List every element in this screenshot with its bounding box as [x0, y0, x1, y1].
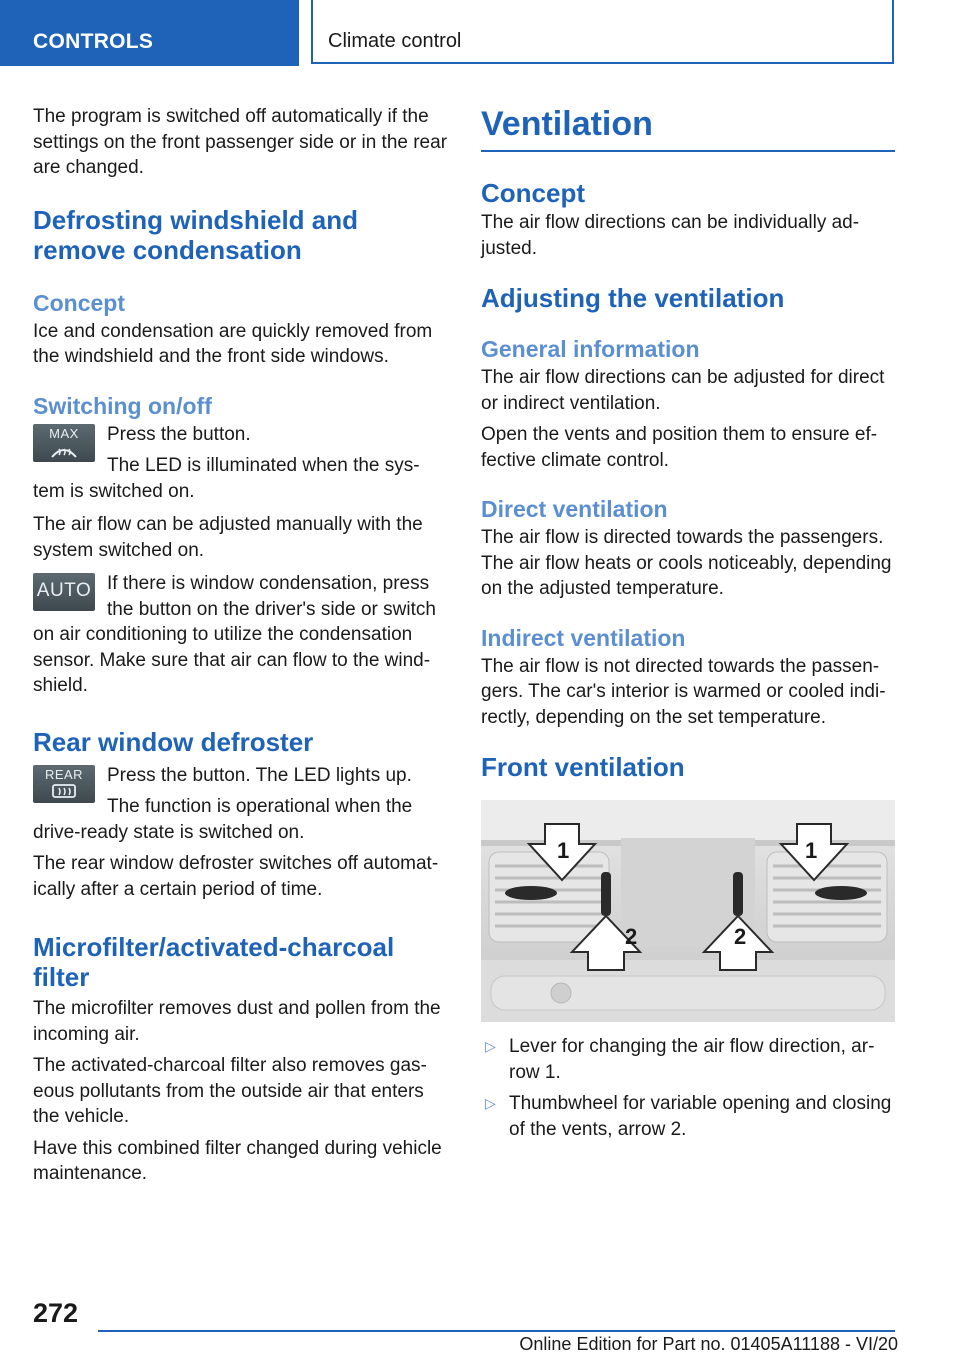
rear-button-row [33, 763, 448, 820]
left-column [33, 104, 448, 1187]
figure-legend-list [481, 1034, 895, 1142]
direct-ventilation-text: The air flow is directed towards the passengers. The air flow heats or cools noticeably, depending on the adjusted temperature. [481, 527, 892, 599]
ventilation-heading: Ventilation [481, 104, 895, 152]
footer-divider [98, 1330, 895, 1332]
chapter-tab [311, 0, 894, 64]
auto-button-label: AUTO [36, 580, 92, 601]
intro-paragraph: The program is switched off automatically if the settings on the front passenger side or in the rear are changed. [33, 106, 448, 178]
legend-text-lever: Lever for changing the air flow direction, ar‐ row 1. [509, 1036, 875, 1083]
section-tab [0, 0, 299, 66]
max-defrost-button-image [33, 424, 95, 462]
direct-ventilation-heading: Direct ventilation [481, 496, 668, 522]
auto-button-row [33, 571, 448, 622]
filter-text-3: Have this combined filter changed during vehicle maintenance. [33, 1137, 442, 1184]
arrow-1-label-left: 1 [557, 838, 570, 863]
condensation-line2: the button on the driver's side or switch [107, 598, 436, 620]
concept-heading: Concept [481, 178, 585, 208]
condensation-line3: on air conditioning to utilize the condensation sensor. Make sure that air can flow to the wind‐ shield. [33, 624, 431, 696]
rear-defroster-heading: Rear window defroster [33, 726, 314, 757]
auto-button-image [33, 573, 95, 611]
rear-function-line2: drive-ready state is switched on. [33, 821, 305, 843]
footer-edition: Online Edition for Part no. 01405A11188 - VI/20 [519, 1334, 898, 1354]
dashboard-vents-illustration [481, 800, 895, 1022]
switching-heading: Switching on/off [33, 392, 212, 419]
rear-window-defrost-icon [49, 782, 79, 800]
led-text-line1: The LED is illuminated when the sys‐ [107, 455, 420, 476]
section-title: CONTROLS [33, 30, 154, 53]
front-ventilation-figure [481, 800, 895, 1022]
list-item [481, 1034, 895, 1085]
chapter-title: Climate control [328, 30, 462, 52]
rear-auto-off-text: The rear window defroster switches off automat‐ ically after a certain period of time. [33, 853, 439, 900]
general-text-1: The air flow directions can be adjusted for direct or indirect ventilation. [481, 367, 885, 414]
rear-defrost-button-image [33, 765, 95, 803]
indirect-ventilation-heading: Indirect ventilation [481, 624, 686, 651]
indirect-ventilation-text: The air flow is not directed towards the passen‐ gers. The car's interior is warmed or cooled indi‐ rectly, depending on the set temperature. [481, 655, 886, 728]
bullet-triangle-icon: ▷ [485, 1095, 496, 1111]
general-text-2: Open the vents and position them to ensure ef‐ fective climate control. [481, 424, 878, 471]
page-number: 272 [33, 1298, 79, 1328]
condensation-line1: If there is window condensation, press [107, 573, 430, 594]
airflow-manual-text: The air flow can be adjusted manually with the system switched on. [33, 514, 423, 561]
defrost-concept-heading: Concept [33, 289, 125, 316]
arrow-2-label-right: 2 [734, 924, 747, 949]
filter-text-1: The microfilter removes dust and pollen from the incoming air. [33, 998, 441, 1045]
arrow-2-label-left: 2 [625, 924, 638, 949]
bullet-triangle-icon: ▷ [485, 1038, 496, 1054]
list-item [481, 1091, 895, 1142]
legend-text-thumbwheel: Thumbwheel for variable opening and closing of the vents, arrow 2. [509, 1093, 892, 1140]
defrost-heading: Defrosting windshield and remove condensation [33, 204, 359, 265]
defrost-concept-text: Ice and condensation are quickly removed from the windshield and the front side windows. [33, 320, 433, 367]
press-button-text: Press the button. [107, 423, 251, 445]
rear-press-text: Press the button. The LED lights up. [107, 764, 412, 786]
filter-heading: Microfilter/activated-charcoal filter [33, 932, 395, 992]
right-column [481, 104, 895, 1142]
max-button-row [33, 422, 448, 479]
adjusting-heading: Adjusting the ventilation [481, 283, 785, 313]
front-ventilation-heading: Front ventilation [481, 752, 685, 782]
general-info-heading: General information [481, 336, 700, 362]
rear-button-label: REAR [44, 766, 84, 782]
windshield-defrost-icon [49, 441, 79, 459]
max-button-label: MAX [49, 425, 79, 441]
led-text-line2: tem is switched on. [33, 480, 195, 502]
concept-text: The air flow directions can be individually ad‐ justed. [481, 212, 860, 259]
arrow-1-label-right: 1 [805, 838, 818, 863]
filter-text-2: The activated-charcoal filter also removes gas‐ eous pollutants from the outside air that enters the vehicle. [33, 1055, 427, 1127]
rear-function-line1: The function is operational when the [107, 796, 413, 817]
